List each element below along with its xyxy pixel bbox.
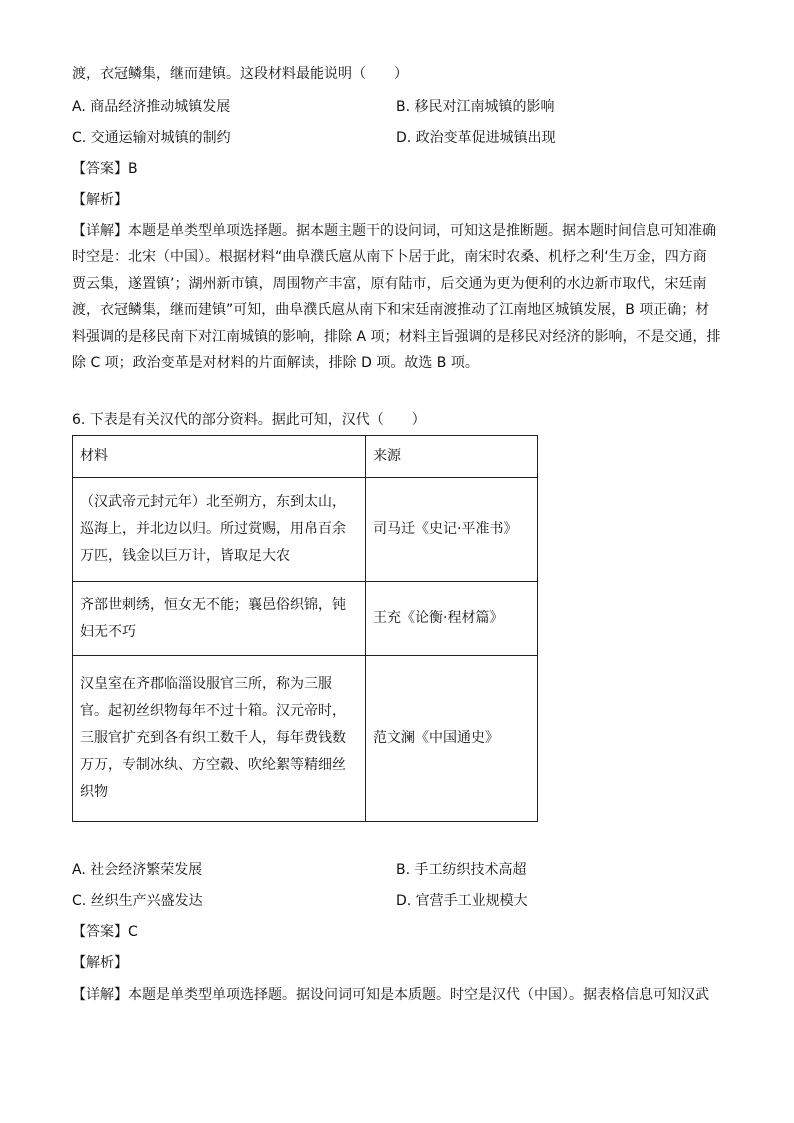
question-5-stem-tail: 渡，衣冠鳞集，继而建镇。这段材料最能说明（ ）	[72, 66, 408, 82]
q5-analysis-label: 【解析】	[72, 192, 128, 208]
q6-detail-line: 【详解】本题是单类型单项选择题。据设问词可知是本质题。时空是汉代（中国）。据表格信息可知汉武	[72, 987, 709, 1003]
material-line: 万万，专制冰纨、方空縠、吹纶絮等精细丝	[80, 757, 346, 773]
q6-option-b: B. 手工纺织技术高超	[396, 862, 527, 878]
material-line: 汉皇室在齐郡临淄设服官三所，称为三服	[80, 676, 332, 692]
table-cell-material	[73, 478, 366, 582]
q5-detail-paragraph	[72, 221, 722, 379]
table-cell-material	[73, 656, 366, 822]
q5-option-d: D. 政治变革促进城镇出现	[396, 130, 556, 146]
q5-answer: 【答案】B	[72, 161, 138, 177]
table-row	[73, 478, 538, 582]
table-header-row	[73, 436, 538, 478]
material-line: 齐部世刺绣，恒女无不能；襄邑俗织锦，钝	[80, 596, 346, 613]
q5-option-c: C. 交通运输对城镇的制约	[72, 130, 231, 146]
material-line: 妇无不巧	[80, 623, 136, 640]
table-cell-source: 王充《论衡·程材篇》	[366, 582, 538, 656]
question-6-stem: 6. 下表是有关汉代的部分资料。据此可知，汉代（ ）	[72, 412, 426, 428]
table-cell-source: 司马迁《史记·平准书》	[366, 478, 538, 582]
q5-detail-line: 贾云集，遂置镇’；湖州新市镇，周围物产丰富，原有陆市，后交通为更为便利的水边新市取代，宋廷南	[72, 275, 707, 292]
q5-detail-line: 时空是：北宋（中国）。根据材料“曲阜濮氏扈从南下卜居于此，南宋时农桑、机杼之利‘生万金，四方商	[72, 249, 707, 266]
q6-analysis-label: 【解析】	[72, 955, 128, 971]
table-cell-source: 范文澜《中国通史》	[366, 656, 538, 822]
material-line: 三服官扩充到各有织工数千人，每年费钱数	[80, 730, 346, 746]
table-header-material: 材料	[73, 436, 366, 478]
q5-option-b: B. 移民对江南城镇的影响	[396, 99, 555, 115]
q6-option-a: A. 社会经济繁荣发展	[72, 862, 203, 878]
q6-option-c: C. 丝织生产兴盛发达	[72, 893, 203, 909]
q5-detail-line: 渡，衣冠鳞集，继而建镇”可知，曲阜濮氏扈从南下和宋廷南渡推动了江南地区城镇发展，B 项正确；材	[72, 302, 710, 319]
material-line: （汉武帝元封元年）北至朔方，东到太山，	[80, 494, 346, 510]
material-line: 巡海上，并北边以归。所过赏赐，用帛百余	[80, 521, 346, 537]
table-header-source: 来源	[366, 436, 538, 478]
q5-detail-line: 料强调的是移民南下对江南城镇的影响，排除 A 项；材料主旨强调的是移民对经济的影响，不是交通，排	[72, 328, 721, 345]
table-row	[73, 656, 538, 822]
material-line: 织物	[80, 784, 108, 800]
source-table	[72, 435, 538, 822]
q6-option-d: D. 官营手工业规模大	[396, 893, 528, 909]
table-row	[73, 582, 538, 656]
q5-detail-line: 【详解】本题是单类型单项选择题。据本题主题干的设问词，可知这是推断题。据本题时间信息可知准确	[72, 223, 716, 239]
q5-option-a: A. 商品经济推动城镇发展	[72, 99, 231, 115]
q6-answer: 【答案】C	[72, 924, 138, 940]
q5-detail-line: 除 C 项；政治变革是对材料的片面解读，排除 D 项。故选 B 项。	[72, 354, 479, 371]
material-line: 万匹，钱金以巨万计，皆取足大农	[80, 548, 290, 564]
material-line: 官。起初丝织物每年不过十箱。汉元帝时，	[80, 703, 346, 719]
table-cell-material	[73, 582, 366, 656]
